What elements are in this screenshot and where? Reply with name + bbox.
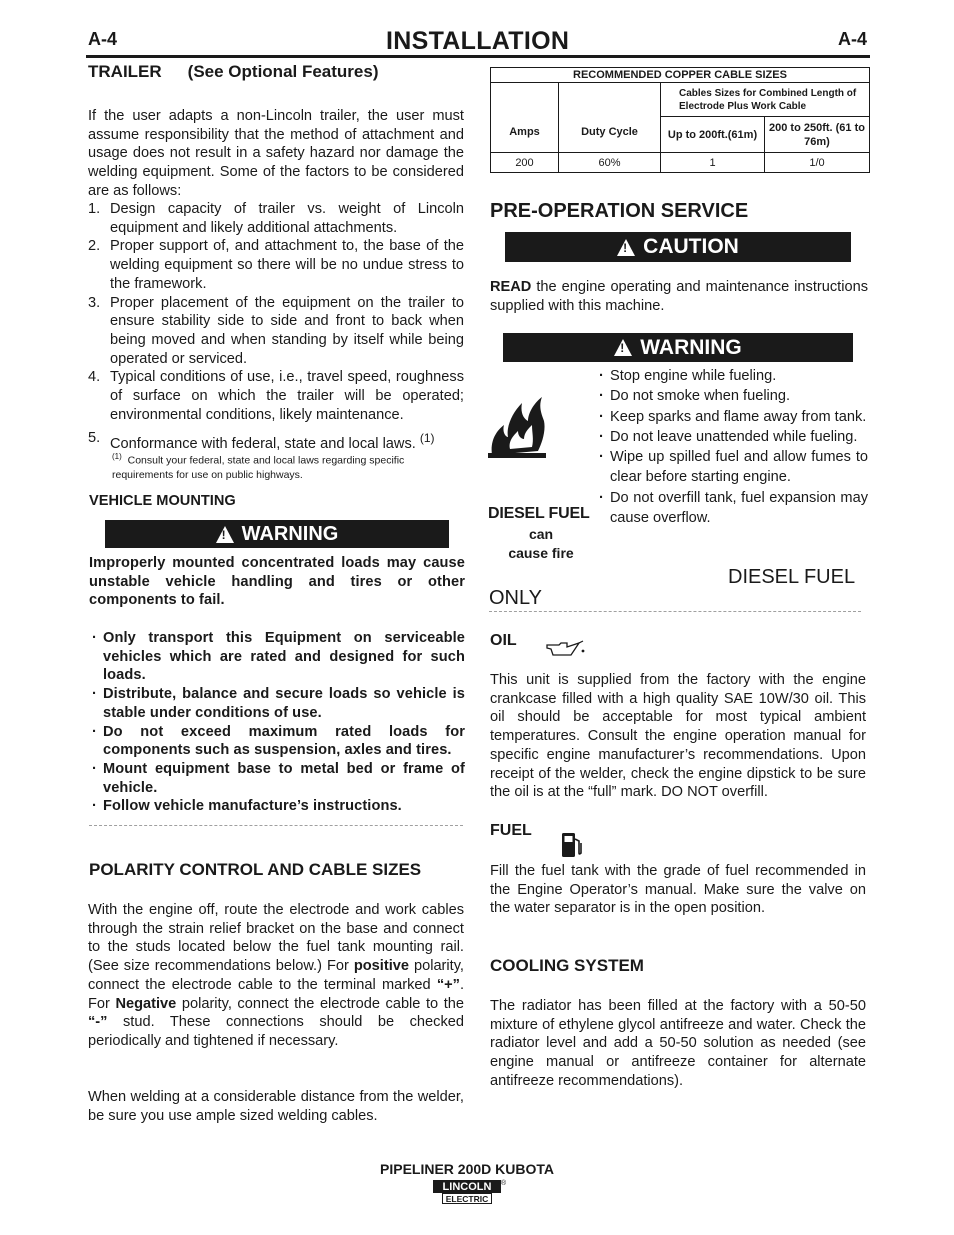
warning-triangle-icon xyxy=(216,526,234,543)
col-200-to-250ft: 200 to 250ft. (61 to 76m) xyxy=(765,117,870,153)
trailer-footnote: $^{(1)}$ Consult your federal, state and local laws regarding specific requirements for use on public highways. xyxy=(112,452,405,481)
cable-size-table xyxy=(490,67,870,173)
list-item: · Stop engine while fueling. xyxy=(596,366,868,386)
page-code-right: A-4 xyxy=(838,29,868,49)
oil-paragraph: This unit is supplied from the factory with the engine crankcase filled with a high quality SAE 10W/30 oil. This oil should be acceptable for most typical ambient temperatures. Consult the engine operation manual for specific engine manufacturer’s recommendations. Upon receipt of the welder, check the engine dipstick to be sure the oil is at the “full” mark. DO NOT overfill. xyxy=(490,672,866,801)
trailer-heading-note: (See Optional Features) xyxy=(187,62,379,81)
vehicle-mounting-heading: VEHICLE MOUNTING xyxy=(89,493,236,509)
footnote-mark: (1) xyxy=(419,431,435,446)
caution-banner: ! CAUTION xyxy=(505,232,851,262)
list-item: 4. Typical conditions of use, i.e., travel speed, roughness of surface on which the trailer will be operated; environmental conditions, likely maintenance. xyxy=(88,369,464,423)
fuel-heading: FUEL xyxy=(490,822,532,839)
logo-registered-mark: ® xyxy=(501,1180,507,1187)
logo-top: LINCOLN xyxy=(433,1180,501,1193)
lincoln-electric-logo xyxy=(433,1180,507,1206)
diesel-fuel-label: DIESEL FUEL xyxy=(488,505,590,522)
header-rule xyxy=(86,55,870,58)
polarity-heading: POLARITY CONTROL AND CABLE SIZES xyxy=(89,860,422,879)
vehicle-warning-statement: Improperly mounted concentrated loads may cause unstable vehicle handling and tires or other components to fail. xyxy=(89,555,465,609)
list-item: · Do not leave unattended while fueling. xyxy=(596,427,868,447)
col-combined-length: Cables Sizes for Combined Length of Electrode Plus Work Cable xyxy=(661,83,870,117)
cable-table-title: RECOMMENDED COPPER CABLE SIZES xyxy=(491,68,870,83)
list-item: 2. Proper support of, and attachment to, the base of the welding equipment so there will be no undue stress to the framework. xyxy=(88,238,464,292)
logo-bottom: ELECTRIC xyxy=(442,1193,492,1204)
list-item: · Follow vehicle manufacture’s instructions. xyxy=(89,797,465,816)
trailer-factor-list xyxy=(88,200,464,454)
trailer-heading xyxy=(88,62,379,82)
col-amps: Amps xyxy=(491,83,559,153)
fuel-pump-icon xyxy=(560,831,584,859)
polarity-paragraph-2: When welding at a considerable distance from the welder, be sure you use ample sized welding cables. xyxy=(88,1089,464,1124)
divider xyxy=(489,611,861,612)
list-item: · Do not exceed maximum rated loads for components such as suspension, axles and tires. xyxy=(89,723,465,760)
list-item: 3. Proper placement of the equipment on the trailer to ensure stability side to side and front to back when being moved and when standing by itself while being operated or serviced. xyxy=(88,294,464,367)
warning-triangle-icon xyxy=(617,239,635,256)
page-code-left: A-4 xyxy=(88,29,118,49)
col-duty-cycle: Duty Cycle xyxy=(559,83,661,153)
list-item: 5. Conformance with federal, state and local laws. $^{(1)}$ xyxy=(88,430,435,453)
diesel-fuel-only-b: ONLY xyxy=(489,587,542,609)
page-title: INSTALLATION xyxy=(386,27,570,55)
fuel-warning-banner: ! WARNING xyxy=(503,333,853,362)
list-item: · Wipe up spilled fuel and allow fumes to clear before starting engine. xyxy=(596,447,868,488)
fuel-warning-list xyxy=(596,366,868,528)
warning-triangle-icon xyxy=(614,339,632,356)
fuel-paragraph: Fill the fuel tank with the grade of fuel recommended in the Engine Operator’s manual. Make sure the valve on the water separator is in the open position. xyxy=(490,863,866,917)
list-item: 1. Design capacity of trailer vs. weight of Lincoln equipment and likely additional attachments. xyxy=(88,201,464,236)
polarity-paragraph: With the engine off, route the electrode and work cables through the strain relief bracket on the base and connect to the studs located below the fuel tank mounting rail. (See size recommendations below.) For positive polarity, connect the electrode cable to the terminal marked “+”. For Negative polarity, connect the electrode cable to the “-” stud. These connections should be checked periodically and tightened if necessary. xyxy=(88,902,464,1049)
diesel-fuel-only-a: DIESEL FUEL xyxy=(728,566,856,588)
model-name: PIPELINER 200D KUBOTA xyxy=(380,1161,554,1177)
preop-heading: PRE-OPERATION SERVICE xyxy=(490,200,749,222)
trailer-intro: If the user adapts a non-Lincoln trailer, the user must assume responsibility that the method of attachment and usage does not result in a safety hazard nor damage the welding equipment. Some of the factors to be considered are as follows: xyxy=(88,108,464,199)
oil-heading: OIL xyxy=(490,632,517,649)
table-row: 200 60% 1 1/0 xyxy=(491,153,870,173)
read-instructions: READ the engine operating and maintenance instructions supplied with this machine. xyxy=(490,279,868,314)
list-item: · Mount equipment base to metal bed or frame of vehicle. xyxy=(89,760,465,797)
fire-icon xyxy=(488,391,548,459)
oil-can-icon xyxy=(545,639,585,659)
list-item: · Distribute, balance and secure loads so vehicle is stable under conditions of use. xyxy=(89,685,465,722)
cooling-paragraph: The radiator has been filled at the factory with a 50-50 mixture of ethylene glycol antifreeze and water. Check the radiator level and add a 50-50 solution as needed (see engine manual or antifreeze container for alternate antifreeze recommendations). xyxy=(490,998,866,1089)
vehicle-bullet-list xyxy=(89,629,465,816)
trailer-heading-title: TRAILER xyxy=(88,62,162,81)
col-up-to-200ft: Up to 200ft.(61m) xyxy=(661,117,765,153)
vehicle-warning-banner: ! WARNING xyxy=(105,520,449,548)
can-cause-fire-text: can cause fire xyxy=(508,526,574,561)
cooling-heading: COOLING SYSTEM xyxy=(490,956,644,975)
list-item: · Only transport this Equipment on serviceable vehicles which are rated and designed for such loads. xyxy=(89,629,465,685)
list-item: · Do not smoke when fueling. xyxy=(596,386,868,406)
list-item: · Do not overfill tank, fuel expansion may cause overflow. xyxy=(596,488,868,529)
divider xyxy=(89,825,463,826)
list-item: · Keep sparks and flame away from tank. xyxy=(596,407,868,427)
